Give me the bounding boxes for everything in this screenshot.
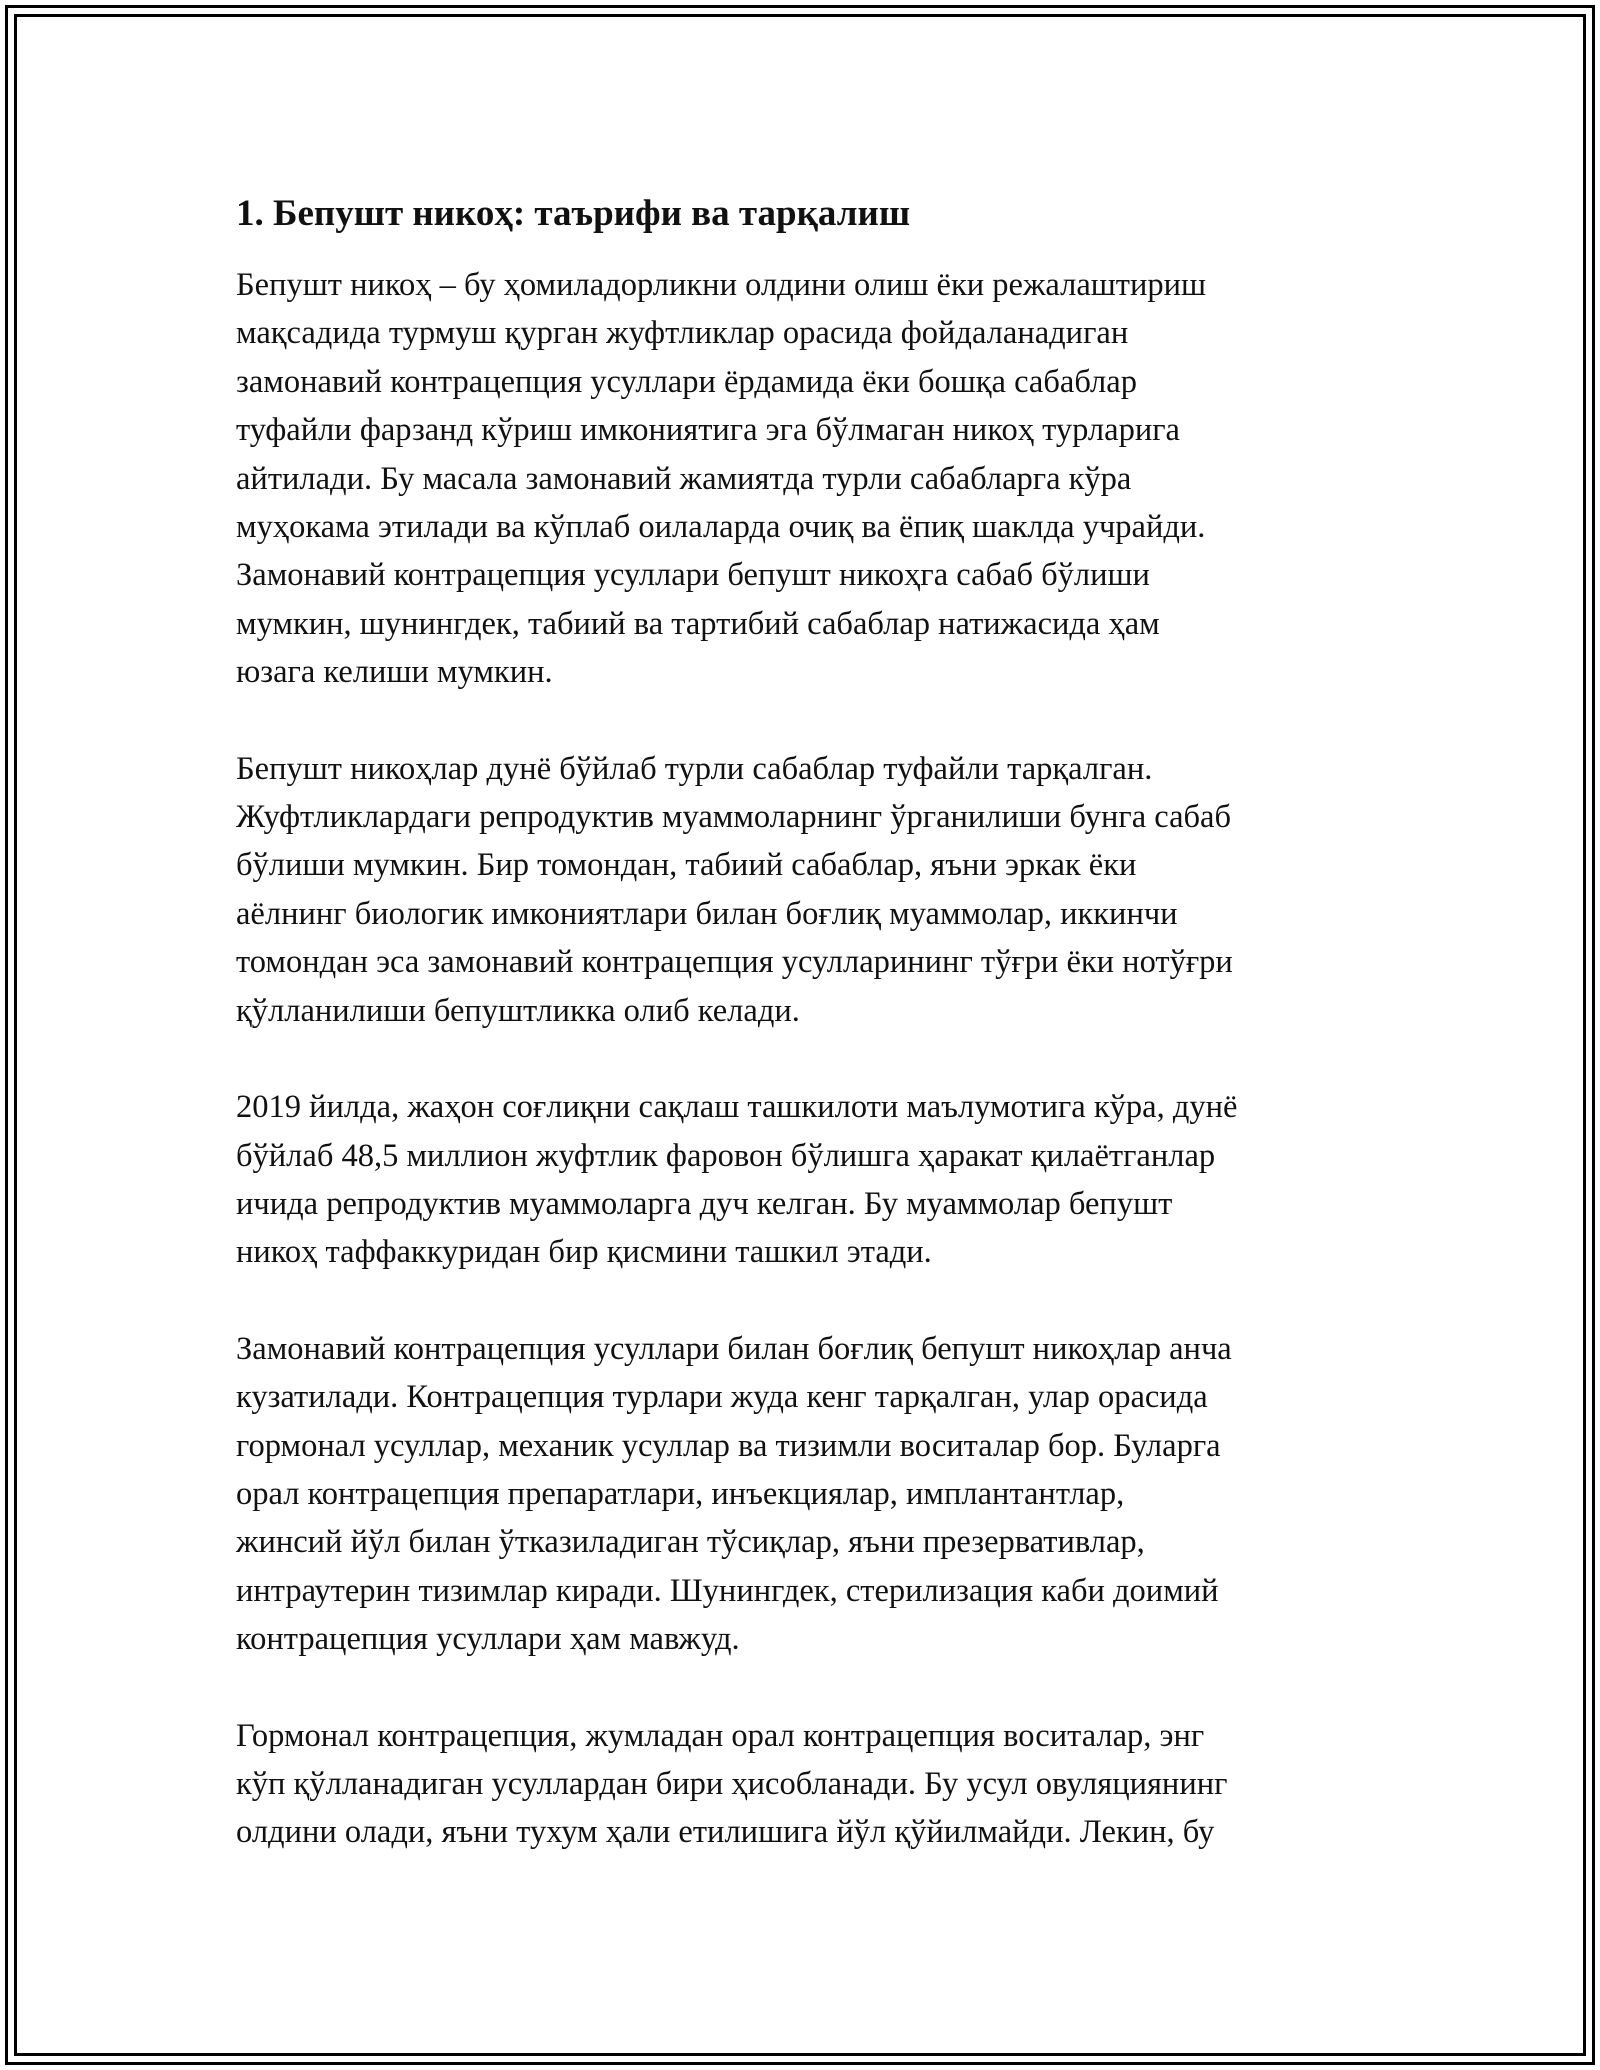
paragraph-definition: Бепушт никоҳ – бу ҳомиладорликни олдини олиш ёки режалаштириш мақсадида турмуш қурган жуфтликлар орасида фойдаланадиган замонавий контрацепция усуллари ёрдамида ёки бошқа сабаблар туфайли фарзанд кўриш имкониятига эга бўлмаган никоҳ турларига айтилади. Бу масала замонавий жамиятда турли сабабларга кўра муҳокама этилади ва кўплаб оилаларда очиқ ва ёпиқ шаклда учрайди. Замонавий контрацепция усуллари бепушт никоҳга сабаб бўлиши мумкин, шунингдек, табиий ва тартибий сабаблар натижасида ҳам юзага келиши мумкин. <box>236 267 1207 691</box>
paragraph-prevalence: Бепушт никоҳлар дунё бўйлаб турли сабаблар туфайли тарқалган. Жуфтликлардаги репродуктив муаммоларнинг ўрганилиши бунга сабаб бўлиши мумкин. Бир томондан, табиий сабаблар, яъни эркак ёки аёлнинг биологик имкониятлари билан боғлиқ муаммолар, иккинчи томондан эса замонавий контрацепция усулларининг тўғри ёки нотўғри қўлланилиши бепуштликка олиб келади. <box>236 750 1233 1029</box>
paragraph-contraception-methods: Замонавий контрацепция усуллари билан боғлиқ бепушт никоҳлар анча кузатилади. Контрацепция турлари жуда кенг тарқалган, улар орасида гормонал усуллар, механик усуллар ва тизимли воситалар бор. Буларга орал контрацепция препаратлари, инъекциялар, имплантантлар, жинсий йўл билан ўтказиладиган тўсиқлар, яъни презервативлар, интраутерин тизимлар киради. Шунингдек, стерилизация каби доимий контрацепция усуллари ҳам мавжуд. <box>236 1330 1232 1658</box>
paragraph-statistics: 2019 йилда, жаҳон соғлиқни сақлаш ташкилоти маълумотига кўра, дунё бўйлаб 48,5 миллион жуфтлик фаровон бўлишга ҳаракат қилаётганлар ичида репродуктив муаммоларга дуч келган. Бу муаммолар бепушт никоҳ таффаккуридан бир қисмини ташкил этади. <box>236 1089 1238 1271</box>
document-body <box>236 188 1370 1905</box>
section-heading: 1. Бепушт никоҳ: таърифи ва тарқалиш <box>236 193 911 234</box>
paragraph-hormonal-contraception: Гормонал контрацепция, жумладан орал контрацепция воситалар, энг кўп қўлланадиган усуллардан бири ҳисобланади. Бу усул овуляциянинг олдини олади, яъни тухум ҳали етилишига йўл қўйилмайди. Лекин, бу <box>236 1717 1228 1851</box>
